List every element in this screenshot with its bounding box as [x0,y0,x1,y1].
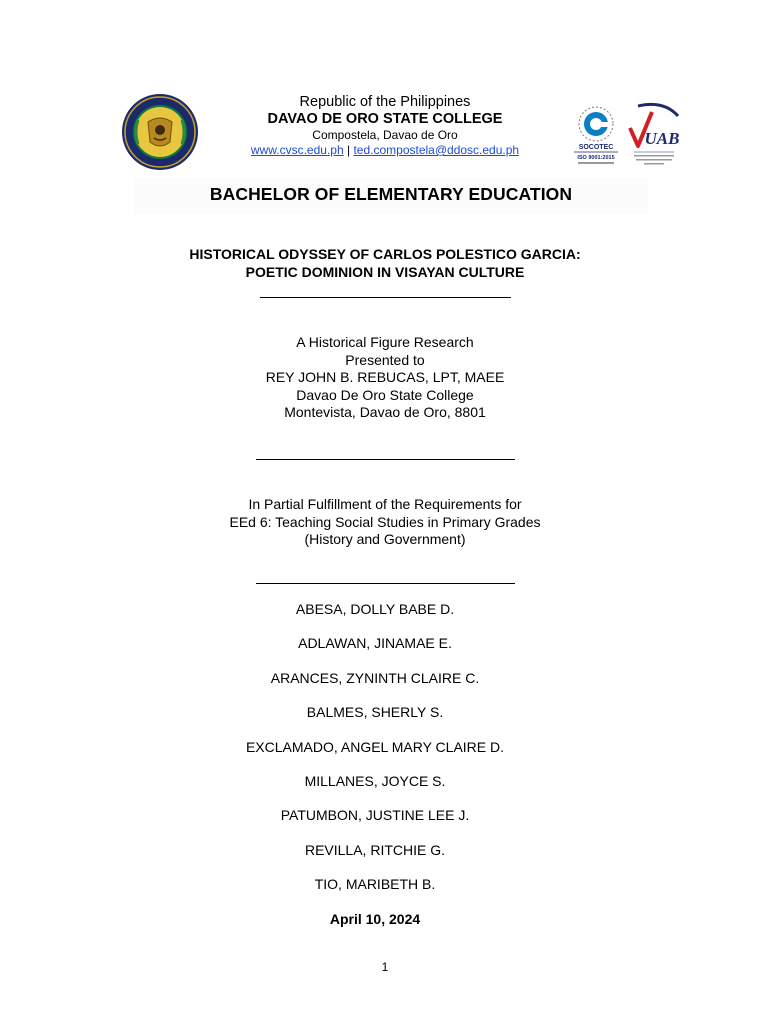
presented-to-label: Presented to [345,351,425,368]
contact-links [210,143,560,158]
instructor-name: REY JOHN B. REBUCAS, LPT, MAEE [265,369,505,386]
member-name: ABESA, DOLLY BABE D. [295,601,455,617]
iso-label: ISO 9001:2015 [577,155,615,161]
member-name: ARANCES, ZYNINTH CLAIRE C. [270,669,480,686]
course-subtitle: (History and Government) [304,531,466,548]
email-link[interactable]: ted.compostela@ddosc.edu.ph [353,143,520,157]
member-name: BALMES, SHERLY S. [306,704,444,721]
college-address: Compostela, Davao de Oro [312,128,458,142]
website-link[interactable]: www.cvsc.edu.ph [250,143,344,157]
fulfillment-line-1: In Partial Fulfillment of the Requirements for [248,496,522,512]
presentation-block [170,334,600,422]
group-members-list [170,601,580,911]
institution-address: Montevista, Davao de Oro, 8801 [284,404,486,421]
republic-heading: Republic of the Philippines [299,94,471,110]
uab-accreditation-logo [624,98,682,170]
research-title-line-2: POETIC DOMINION IN VISAYAN CULTURE [245,263,525,280]
divider-rule [256,459,515,460]
socotec-iso-logo [568,100,624,170]
member-name: EXCLAMADO, ANGEL MARY CLAIRE D. [245,738,505,755]
member-name: TIO, MARIBETH B. [314,876,436,893]
program-title: BACHELOR OF ELEMENTARY EDUCATION [209,184,573,204]
member-name: PATUMBON, JUSTINE LEE J. [280,807,470,824]
college-name: DAVAO DE ORO STATE COLLEGE [267,111,503,127]
title-underline [260,297,511,298]
divider-rule [256,583,515,584]
research-title [120,246,650,281]
research-title-line-1: HISTORICAL ODYSSEY OF CARLOS POLESTICO GARCIA: [189,246,581,262]
page-number: 1 [381,960,389,974]
member-name: REVILLA, RITCHIE G. [304,841,446,858]
uab-label: UAB [644,129,680,148]
member-name: ADLAWAN, JINAMAE E. [298,635,452,652]
research-type: A Historical Figure Research [296,334,474,350]
college-seal-logo [120,92,200,172]
letterhead [210,94,560,158]
link-separator: | [346,143,351,157]
fulfillment-block [150,496,620,549]
institution-name: Davao De Oro State College [296,386,474,403]
member-name: MILLANES, JOYCE S. [304,772,446,789]
socotec-label: SOCOTEC [578,144,614,151]
submission-date: April 10, 2024 [329,911,421,927]
course-title: EEd 6: Teaching Social Studies in Primary Grades [229,513,541,530]
